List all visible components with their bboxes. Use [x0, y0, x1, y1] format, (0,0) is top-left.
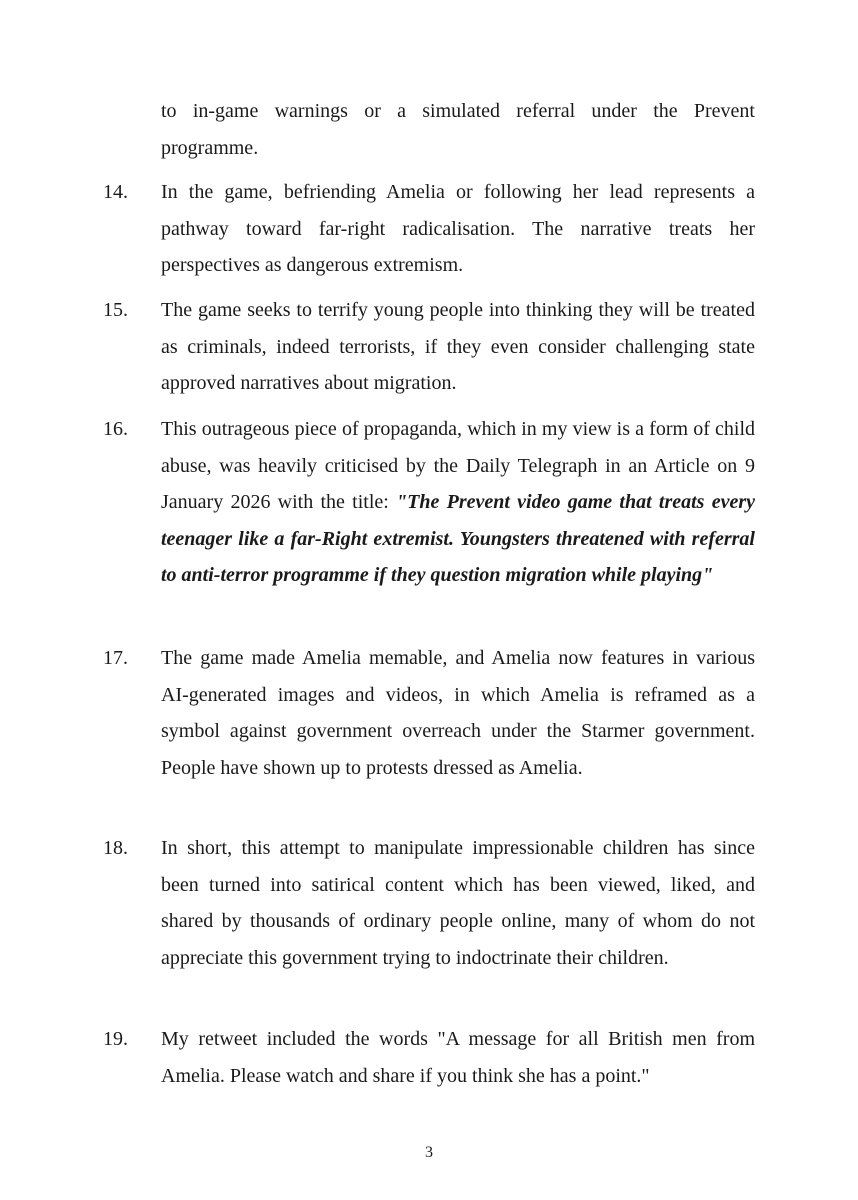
paragraph-number: 15.	[103, 299, 128, 321]
paragraph-text: The game seeks to terrify young people into thinking they will be treated as criminals, indeed terrorists, if they even consider challenging state approved narratives about migration.	[161, 299, 755, 394]
paragraph-text: My retweet included the words "A message for all British men from Amelia. Please watch and share if you think she has a point."	[161, 1028, 755, 1087]
paragraph-text: The game made Amelia memable, and Amelia now features in various AI-generated images and videos, in which Amelia is reframed as a symbol against government overreach under the Starmer government. People have shown up to protests dressed as Amelia.	[161, 647, 755, 779]
paragraph-text: to in-game warnings or a simulated referral under the Prevent programme.	[161, 100, 755, 159]
paragraph-text: In the game, befriending Amelia or following her lead represents a pathway toward far-right radicalisation. The narrative treats her perspectives as dangerous extremism.	[161, 181, 755, 276]
page-number: 3	[425, 1144, 433, 1161]
article-title-quote: "The Prevent video game that treats every teenager like a far-Right extremist. Youngsters threatened with referral to anti-terror programme if they question migration while playing"	[161, 491, 755, 586]
paragraph-number: 14.	[103, 181, 128, 203]
paragraph-16	[103, 411, 755, 594]
paragraph-14	[103, 174, 755, 284]
paragraph-continuation	[103, 93, 755, 166]
paragraph-number: 17.	[103, 647, 128, 669]
paragraph-19	[103, 1021, 755, 1094]
paragraph-plain-text: This outrageous piece of propaganda, which in my view is a form of child abuse, was heavily criticised by the Daily Telegraph in an Article on 9 January 2026 with the title:	[161, 418, 755, 513]
paragraph-text	[161, 411, 755, 594]
paragraph-17	[103, 640, 755, 786]
paragraph-15	[103, 292, 755, 402]
paragraph-number: 19.	[103, 1028, 128, 1050]
paragraph-number: 18.	[103, 837, 128, 859]
paragraph-18	[103, 830, 755, 976]
paragraph-number: 16.	[103, 418, 128, 440]
paragraph-text: In short, this attempt to manipulate impressionable children has since been turned into satirical content which has been viewed, liked, and shared by thousands of ordinary people online, many of whom do not appreciate this government trying to indoctrinate their children.	[161, 837, 755, 969]
